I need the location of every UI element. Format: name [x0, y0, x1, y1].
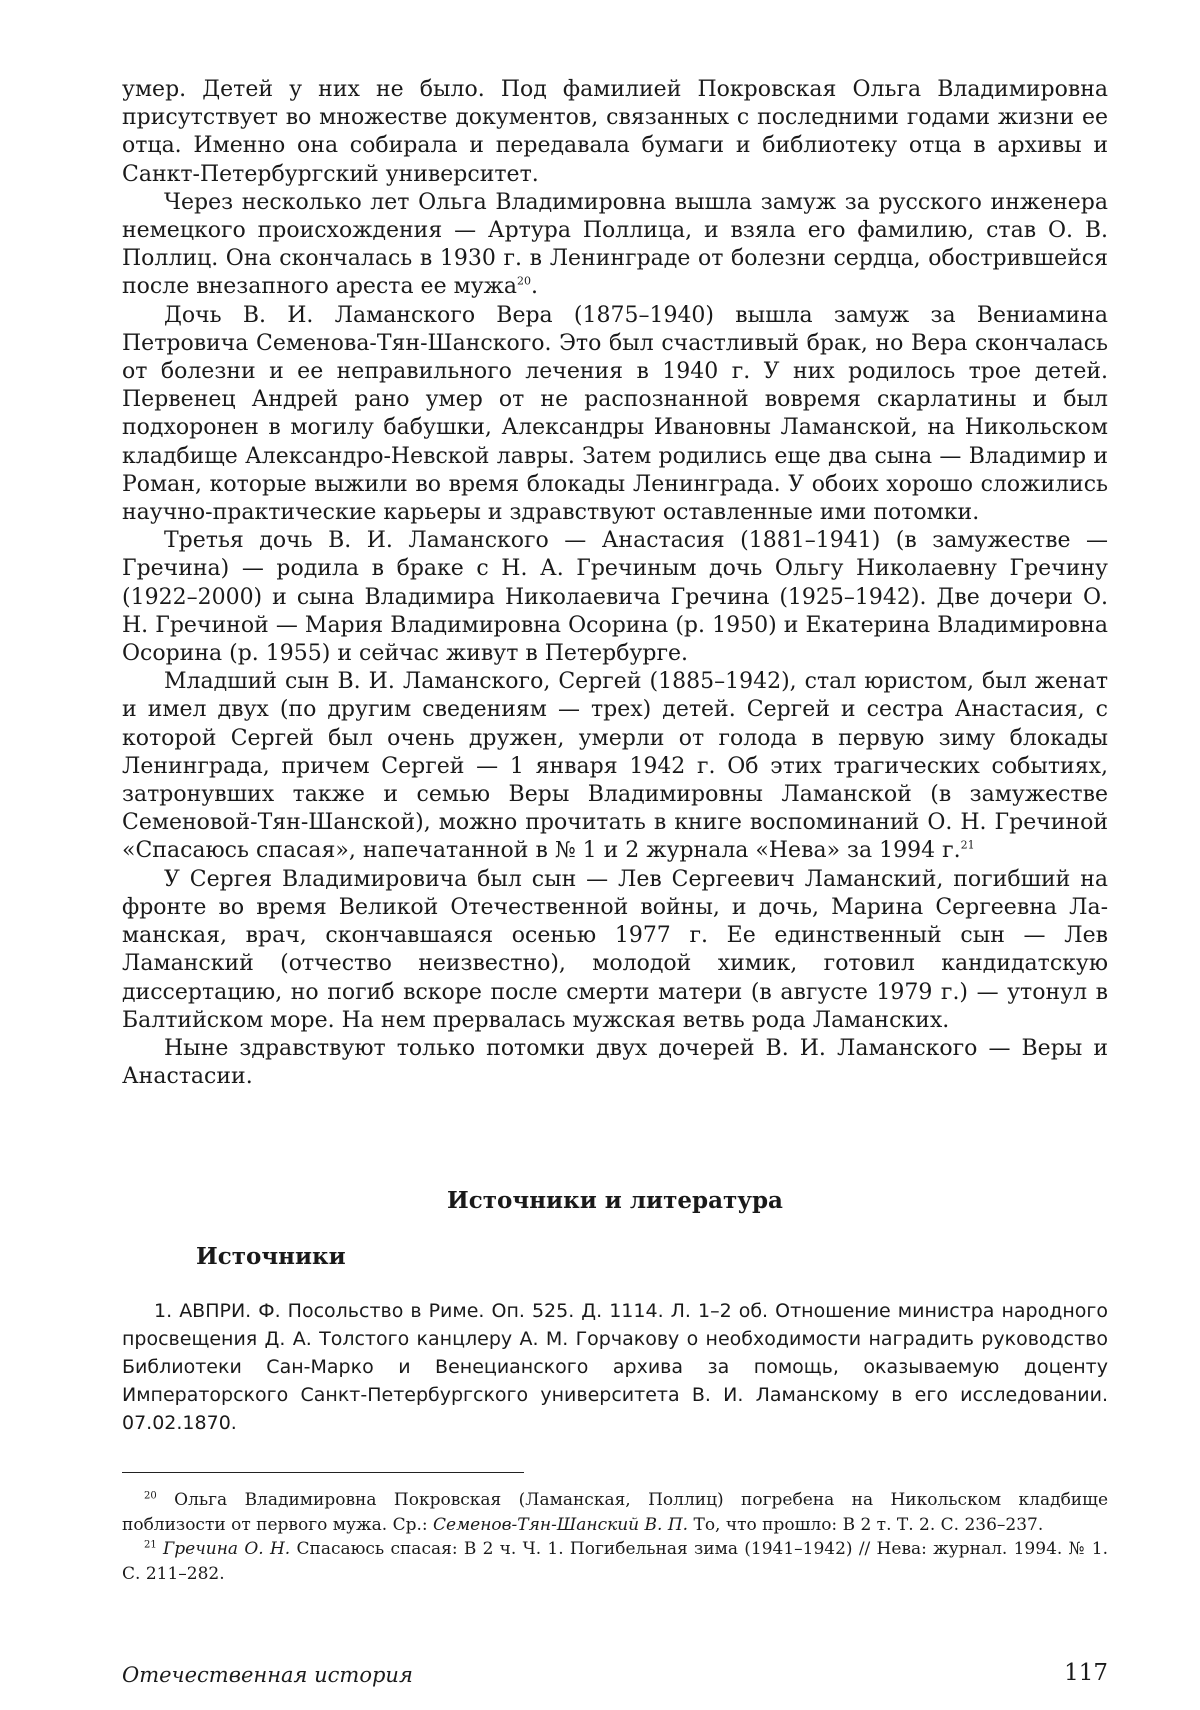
paragraph: Младший сын В. И. Ламанского, Сергей (1885–1942), стал юристом, был женат и имел двух (по другим сведениям — трех) детей. Сергей и сестра Анастасия, с которой Сергей был очень дружен, умерли от голода в первую зиму блокады Ленинграда, причем Сергей — 1 января 1942 г. Об этих трагических событиях, затронувших также и семью Веры Владимировны Ламанской (в замужестве Семеновой-Тян-Шанской), можно прочитать в книге воспоминаний О. Н. Гречиной «Спасаюсь спасая», напечатанной в № 1 и 2 журнала «Нева» за 1994 г.$^{21}$ — [122, 669, 1108, 864]
section-heading: Источники и литература — [447, 1187, 783, 1214]
footnote-mark: 20 — [144, 1490, 157, 1502]
paragraph: У Сергея Владимировича был сын — Лев Сергеевич Ламанский, погибший на фронте во время Великой Отечественной войны, и дочь, Марина Сергеевна Ламанская, врач, скончавшаяся осенью 1977 г. Ее единственный сын — Лев Ламанский (отчество неизвестно), молодой химик, готовил кандидатскую диссертацию, но погиб вскоре после смерти матери (в августе 1979 г.) — утонул в Балтийском море. На нем прервалась мужская ветвь рода Ламанских. — [122, 866, 1108, 1033]
subsection-heading: Источники — [196, 1243, 346, 1270]
source-text: АВПРИ. Ф. Посольство в Риме. Оп. 525. Д. 1114. Л. 1–2 об. Отношение министра народного просвещения Д. А. Толстого канцлеру А. М. Горчакову о необходимости наградить руководство Библиотеки Сан-Марко и Венецианского архива за помощь, оказываемую доценту Императорского Санкт-Петербургского университета В. И. Ламанскому в его исследовании. 07.02.1870. — [122, 1300, 1109, 1434]
paragraph: Третья дочь В. И. Ламанского — Анастасия (1881–1941) (в замужестве — Гречина) — родила в браке с Н. А. Гречиным дочь Ольгу Николаевну Гречину (1922–2000) и сына Владимира Николаевича Гречина (1925–1942). Две дочери О. Н. Гречиной — Мария Владимировна Осорина (р. 1950) и Екатерина Владимировна Осорина (р. 1955) и сейчас живут в Петербурге. — [122, 528, 1108, 667]
footnote-21: $^{21}$ Гречина О. Н. Спасаюсь спасая: В 2 ч. Ч. 1. Погибельная зима (1941–1942) // Нева: журнал. 1994. № 1. С. 211–282. — [122, 1539, 1109, 1584]
journal-title: Отечественная история — [122, 1663, 413, 1687]
footnote-divider — [122, 1472, 524, 1473]
footnote-20: $^{20}$ Ольга Владимировна Покровская (Ламанская, Поллиц) погребена на Никольском кладбище поблизости от первого мужа. Ср.: Семенов-Тян-Шанский В. П. То, что прошло: В 2 т. Т. 2. С. 236–237. — [122, 1490, 1108, 1535]
paragraph: Ныне здравствуют только потомки двух дочерей В. И. Ламанского — Веры и Анастасии. — [122, 1035, 1108, 1090]
source-number: 1. — [154, 1300, 173, 1322]
page-number: 117 — [1064, 1660, 1108, 1686]
main-text — [122, 76, 1108, 1091]
paragraph-continuation: умер. Детей у них не было. Под фамилией Покровская Ольга Владимировна присутствует во множестве документов, связанных с последними годами жизни ее отца. Именно она собирала и передавала бумаги и библиотеку отца в архивы и Санкт-Петербургский университет. — [122, 77, 1108, 187]
cited-author: Семенов-Тян-Шанский В. П. — [433, 1514, 689, 1535]
sources-list — [122, 1297, 1108, 1437]
footnotes — [122, 1488, 1108, 1586]
footnote-ref-21[interactable]: 21 — [960, 839, 975, 853]
cited-author: Гречина О. Н. — [163, 1539, 291, 1560]
paragraph: Дочь В. И. Ламанского Вера (1875–1940) вышла замуж за Вениамина Петровича Семенова-Тян-Шанского. Это был счастливый брак, но Вера скончалась от болезни и ее неправильного лечения в 1940 г. У них родилось трое детей. Первенец Андрей рано умер от не распознанной вовремя скарлатины и был подхоронен в могилу бабушки, Александры Ивановны Ламанской, на Никольском кладбище Александро-Невской лавры. Затем родились еще два сына — Владимир и Роман, которые выжили во время блокады Ленинграда. У обоих хорошо сложились научно-практические карьеры и здравствуют оставленные ими потомки. — [122, 302, 1108, 526]
paragraph: Через несколько лет Ольга Владимировна вышла замуж за русского инженера немецкого происхождения — Артура Поллица, и взяла его фамилию, став О. В. Поллиц. Она скончалась в 1930 г. в Ленинграде от болезни сердца, обострившейся после внезапного ареста ее мужа$^{20}$. — [122, 189, 1108, 300]
source-entry — [122, 1297, 1108, 1437]
footnote-ref-20[interactable]: 20 — [517, 275, 532, 289]
footnote-mark: 21 — [144, 1539, 157, 1551]
